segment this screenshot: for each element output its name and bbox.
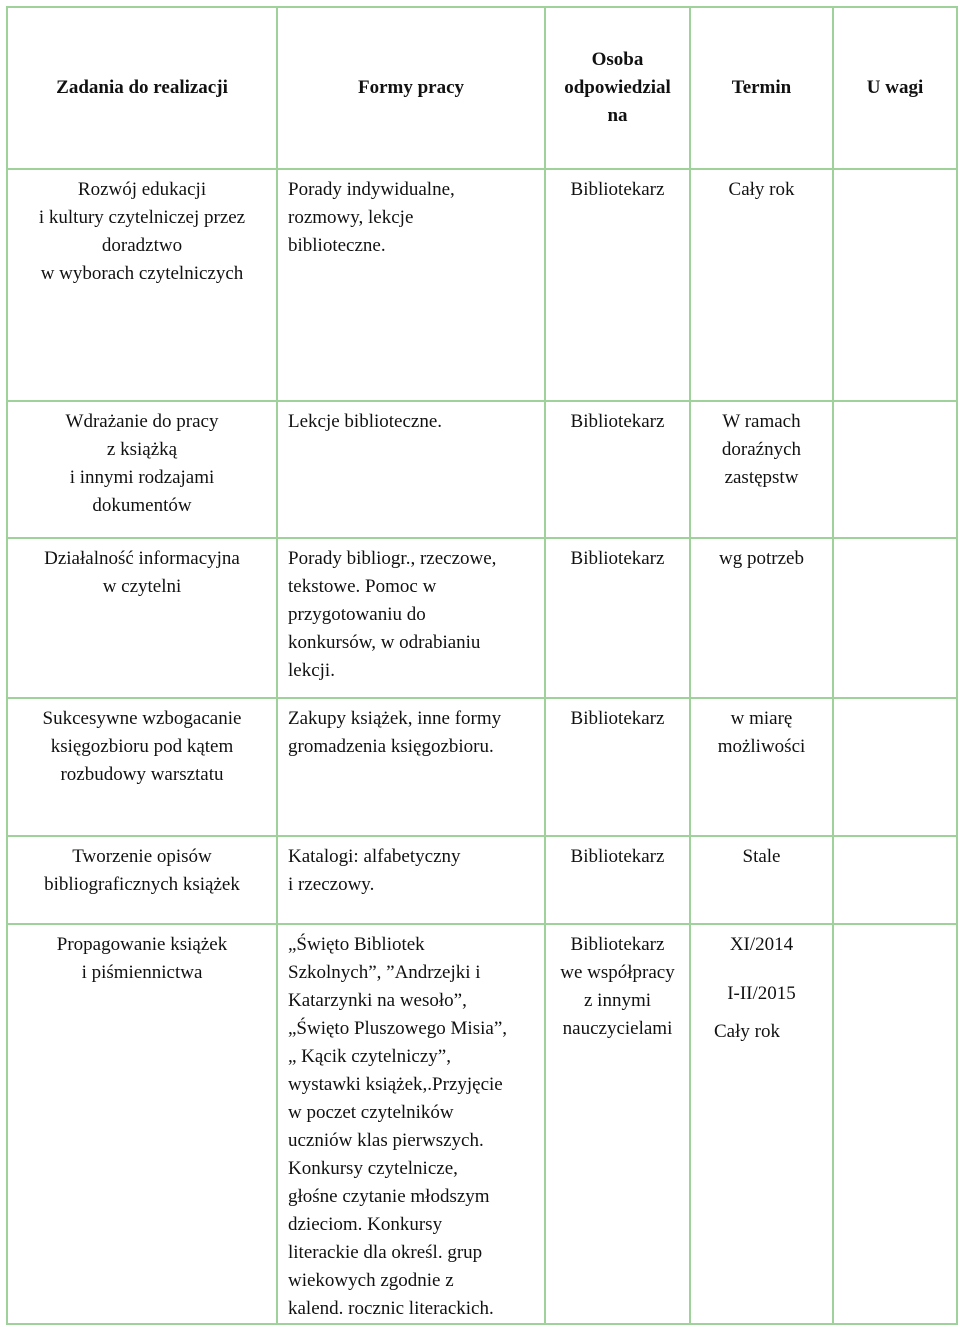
notes-cell [833, 836, 957, 924]
forms-line: głośne czytanie młodszym [288, 1186, 490, 1207]
task-line: i piśmiennictwa [81, 962, 203, 983]
task-line: księgozbioru pod kątem [50, 736, 234, 757]
term-line: wg potrzeb [719, 548, 804, 569]
task-cell [7, 698, 277, 836]
person-line: Bibliotekarz [570, 708, 665, 729]
term-line: Stale [742, 846, 781, 867]
task-line: z książką [106, 439, 178, 460]
person-cell [545, 698, 690, 836]
forms-cell [277, 538, 545, 698]
forms-line: Zakupy książek, inne formy [288, 708, 502, 729]
term-line: XI/2014 [729, 934, 794, 955]
table-row [7, 698, 957, 836]
header-osoba [545, 7, 690, 169]
forms-line: rozmowy, lekcje [288, 207, 414, 228]
forms-line: Katalogi: alfabetyczny [288, 846, 461, 867]
person-line: Bibliotekarz [570, 548, 665, 569]
person-cell [545, 538, 690, 698]
task-cell [7, 538, 277, 698]
term-cell [690, 169, 833, 401]
term-cell [690, 698, 833, 836]
forms-cell [277, 401, 545, 538]
notes-cell [833, 538, 957, 698]
table-row [7, 538, 957, 698]
table-row [7, 924, 957, 1324]
forms-line: Porady indywidualne, [288, 179, 455, 200]
forms-line: literackie dla określ. grup [288, 1242, 483, 1263]
term-line: I-II/2015 [727, 983, 796, 1004]
person-line: Bibliotekarz [570, 846, 665, 867]
term-line: W ramach [722, 411, 801, 432]
notes-cell [833, 924, 957, 1324]
forms-line: Lekcje biblioteczne. [288, 411, 443, 432]
person-line: nauczycielami [562, 1018, 673, 1039]
task-line: dokumentów [92, 495, 192, 516]
forms-line: dzieciom. Konkursy [288, 1214, 443, 1235]
term-line: doraźnych [721, 439, 802, 460]
term-spacer [695, 1008, 828, 1018]
task-line: Działalność informacyjna [44, 548, 240, 569]
term-line: Cały rok [728, 179, 795, 200]
forms-line: tekstowe. Pomoc w [288, 576, 437, 597]
forms-line: Porady bibliogr., rzeczowe, [288, 548, 497, 569]
term-line: możliwości [717, 736, 806, 757]
forms-line: lekcji. [288, 660, 335, 681]
forms-line: kalend. rocznic literackich. [288, 1298, 494, 1319]
task-line: w czytelni [102, 576, 182, 597]
plan-table [6, 6, 958, 1325]
task-line: w wyborach czytelniczych [40, 263, 244, 284]
person-cell [545, 169, 690, 401]
person-line: Bibliotekarz [570, 934, 665, 955]
forms-line: w poczet czytelników [288, 1102, 454, 1123]
task-line: Wdrażanie do pracy [65, 411, 219, 432]
person-line: z innymi [583, 990, 652, 1011]
task-line: doradztwo [101, 235, 183, 256]
person-line: Bibliotekarz [570, 411, 665, 432]
person-line: we współpracy [560, 962, 675, 983]
person-cell [545, 401, 690, 538]
table-row [7, 401, 957, 538]
forms-cell [277, 169, 545, 401]
table-row [7, 836, 957, 924]
task-line: Sukcesywne wzbogacanie [42, 708, 242, 729]
person-cell [545, 924, 690, 1324]
task-line: Rozwój edukacji [77, 179, 207, 200]
forms-line: przygotowaniu do [288, 604, 426, 625]
notes-cell [833, 698, 957, 836]
term-line: Cały rok [714, 1021, 780, 1042]
header-osoba-line: Osoba [591, 49, 644, 70]
header-osoba-line: odpowiedzial [564, 77, 671, 98]
forms-line: i rzeczowy. [288, 874, 375, 895]
term-line: zastępstw [724, 467, 799, 488]
header-uwagi: U wagi [833, 7, 957, 169]
term-cell [690, 836, 833, 924]
header-formy: Formy pracy [277, 7, 545, 169]
forms-cell [277, 924, 545, 1324]
forms-line: wiekowych zgodnie z [288, 1270, 454, 1291]
forms-line: Katarzynki na wesoło”, [288, 990, 467, 1011]
person-line: Bibliotekarz [570, 179, 665, 200]
notes-cell [833, 169, 957, 401]
task-line: Tworzenie opisów [72, 846, 212, 867]
forms-line: gromadzenia księgozbioru. [288, 736, 494, 757]
task-line: Propagowanie książek [56, 934, 228, 955]
task-line: rozbudowy warsztatu [60, 764, 224, 785]
forms-line: konkursów, w odrabianiu [288, 632, 481, 653]
task-line: i kultury czytelniczej przez [38, 207, 246, 228]
term-cell [690, 924, 833, 1324]
forms-line: „Święto Pluszowego Misia”, [288, 1018, 508, 1039]
person-cell [545, 836, 690, 924]
forms-line: biblioteczne. [288, 235, 386, 256]
task-line: bibliograficznych książek [44, 874, 240, 895]
forms-cell [277, 836, 545, 924]
forms-line: Szkolnych”, ”Andrzejki i [288, 962, 481, 983]
term-spacer [695, 959, 828, 980]
header-osoba-line: na [607, 105, 628, 126]
task-cell [7, 401, 277, 538]
header-zadania: Zadania do realizacji [7, 7, 277, 169]
table-row [7, 169, 957, 401]
notes-cell [833, 401, 957, 538]
forms-cell [277, 698, 545, 836]
header-termin: Termin [690, 7, 833, 169]
forms-line: „Święto Bibliotek [288, 934, 425, 955]
forms-line: wystawki książek,.Przyjęcie [288, 1074, 503, 1095]
task-cell [7, 924, 277, 1324]
forms-line: Konkursy czytelnicze, [288, 1158, 458, 1179]
term-cell [690, 538, 833, 698]
term-line: w miarę [730, 708, 793, 729]
term-cell [690, 401, 833, 538]
forms-line: uczniów klas pierwszych. [288, 1130, 484, 1151]
task-cell [7, 836, 277, 924]
task-cell [7, 169, 277, 401]
forms-line: „ Kącik czytelniczy”, [288, 1046, 451, 1067]
header-row [7, 7, 957, 169]
task-line: i innymi rodzajami [69, 467, 215, 488]
